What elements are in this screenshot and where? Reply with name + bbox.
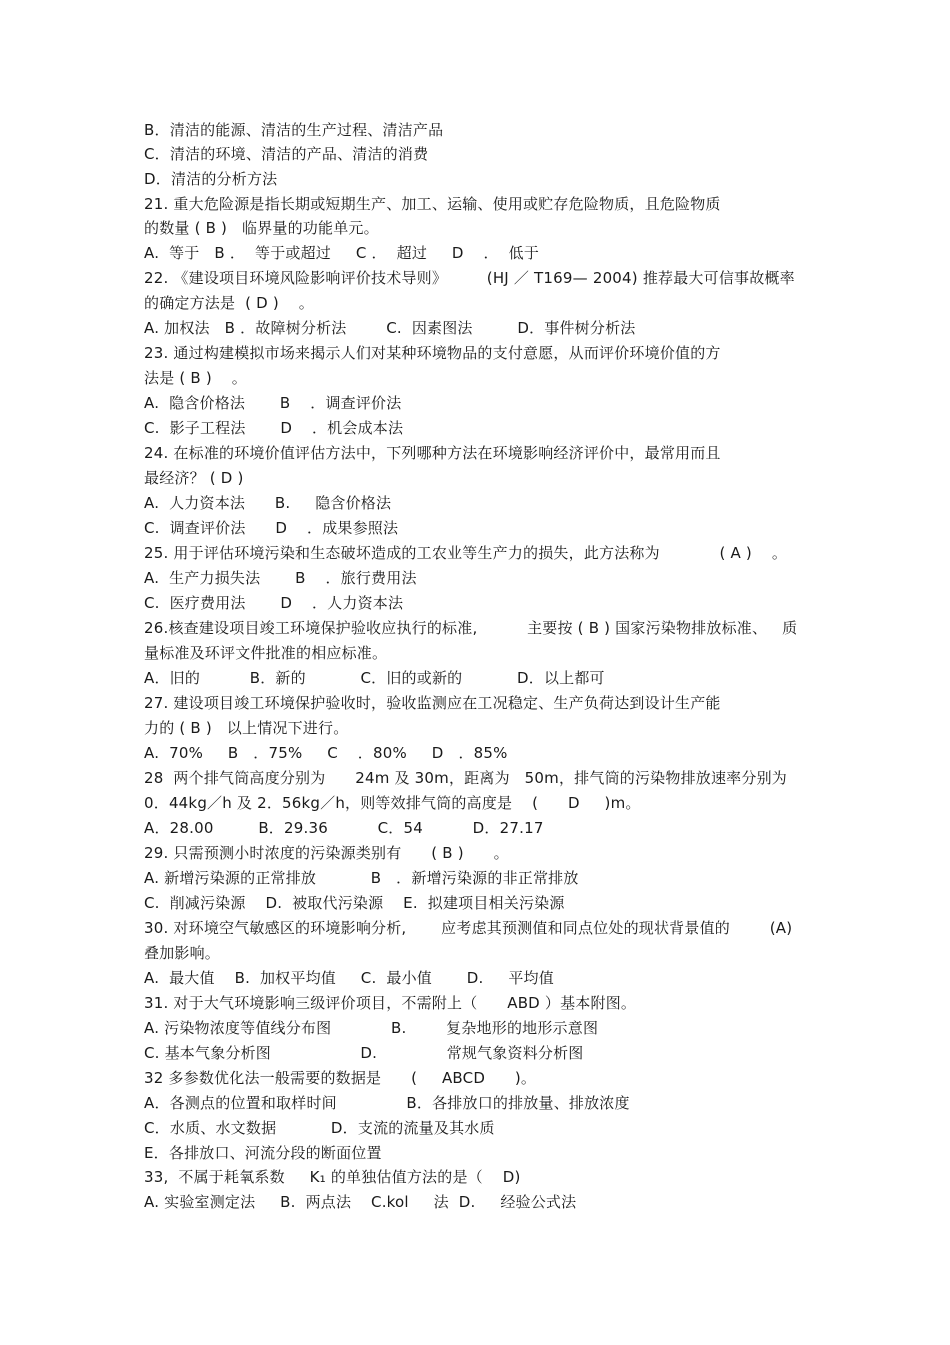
question-27: 27. 建设项目竣工环境保护验收时，验收监测应在工况稳定、生产负荷达到设计生产能 bbox=[144, 694, 721, 712]
option-20c: C．清洁的环境、清洁的产品、清洁的消费 bbox=[144, 145, 429, 163]
question-27-cont: 力的 ( B ) 以上情况下进行。 bbox=[144, 719, 349, 737]
question-23-cont: 法是 ( B ) 。 bbox=[144, 369, 247, 387]
options-33: A. 实验室测定法 B. 两点法 C.kol 法 D. 经验公式法 bbox=[144, 1193, 577, 1211]
options-30: A. 最大值 B. 加权平均值 C. 最小值 D. 平均值 bbox=[144, 969, 554, 987]
question-28-cont: 0．44kg／h 及 2．56kg／h，则等效排气筒的高度是 ( D )m。 bbox=[144, 794, 641, 812]
question-21: 21. 重大危险源是指长期或短期生产、加工、运输、使用或贮存危险物质，且危险物质 bbox=[144, 195, 721, 213]
options-31-cd: C. 基本气象分析图 D. 常规气象资料分析图 bbox=[144, 1044, 584, 1062]
options-28: A．28.00 B．29.36 C．54 D．27.17 bbox=[144, 819, 544, 837]
options-22: A. 加权法 B ．故障树分析法 C. 因素图法 D．事件树分析法 bbox=[144, 319, 636, 337]
question-24: 24. 在标准的环境价值评估方法中，下列哪种方法在环境影响经济评价中，最常用而且 bbox=[144, 444, 721, 462]
question-22-cont: 的确定方法是 ( D ) 。 bbox=[144, 294, 314, 312]
options-23-ab: A. 隐含价格法 B ．调查评价法 bbox=[144, 394, 402, 412]
options-32-ab: A．各测点的位置和取样时间 B．各排放口的排放量、排放浓度 bbox=[144, 1094, 630, 1112]
options-23-cd: C. 影子工程法 D ．机会成本法 bbox=[144, 419, 404, 437]
question-32: 32 多参数优化法一般需要的数据是 ( ABCD )。 bbox=[144, 1069, 537, 1087]
option-20b: B．清洁的能源、清洁的生产过程、清洁产品 bbox=[144, 121, 444, 139]
question-23: 23. 通过构建模拟市场来揭示人们对某种环境物品的支付意愿，从而评价环境价值的方 bbox=[144, 344, 721, 362]
question-29: 29. 只需预测小时浓度的污染源类别有 ( B ) 。 bbox=[144, 844, 509, 862]
options-26: A．旧的 B．新的 C．旧的或新的 D．以上都可 bbox=[144, 669, 605, 687]
options-25-ab: A. 生产力损失法 B ．旅行费用法 bbox=[144, 569, 417, 587]
options-27: A. 70% B ．75% C ．80% D ．85% bbox=[144, 744, 508, 762]
question-33: 33, 不属于耗氧系数 K₁ 的单独估值方法的是（ D) bbox=[144, 1168, 521, 1186]
options-21: A. 等于 B ． 等于或超过 C ． 超过 D ． 低于 bbox=[144, 244, 540, 262]
options-25-cd: C. 医疗费用法 D ．人力资本法 bbox=[144, 594, 404, 612]
options-24-cd: C. 调查评价法 D ．成果参照法 bbox=[144, 519, 399, 537]
question-30: 30. 对环境空气敏感区的环境影响分析, 应考虑其预测值和同点位处的现状背景值的 (A) bbox=[144, 919, 793, 937]
question-26-cont: 量标准及环评文件批准的相应标准。 bbox=[144, 644, 388, 662]
options-24-ab: A. 人力资本法 B. 隐含价格法 bbox=[144, 494, 392, 512]
options-29-cde: C. 削减污染源 D. 被取代污染源 E. 拟建项目相关污染源 bbox=[144, 894, 565, 912]
question-25: 25. 用于评估环境污染和生态破坏造成的工农业等生产力的损失，此方法称为 ( A ) 。 bbox=[144, 544, 788, 562]
options-31-ab: A. 污染物浓度等值线分布图 B. 复杂地形的地形示意图 bbox=[144, 1019, 599, 1037]
options-32-e: E．各排放口、河流分段的断面位置 bbox=[144, 1144, 382, 1162]
options-32-cd: C．水质、水文数据 D．支流的流量及其水质 bbox=[144, 1119, 495, 1137]
question-31: 31. 对于大气环境影响三级评价项目，不需附上（ ABD ）基本附图。 bbox=[144, 994, 637, 1012]
question-24-cont: 最经济？ ( D ) bbox=[144, 469, 244, 487]
question-30-cont: 叠加影响。 bbox=[144, 944, 221, 962]
option-20d: D．清洁的分析方法 bbox=[144, 170, 278, 188]
question-21-cont: 的数量 ( B ) 临界量的功能单元。 bbox=[144, 219, 379, 237]
question-22: 22. 《建设项目环境风险影响评价技术导则》 (HJ ／ T169— 2004) 推荐最大可信事故概率 bbox=[144, 269, 795, 287]
question-26: 26.核查建设项目竣工环境保护验收应执行的标准, 主要按 ( B ) 国家污染物排放标准、 质 bbox=[144, 619, 798, 637]
options-29-ab: A. 新增污染源的正常排放 B ．新增污染源的非正常排放 bbox=[144, 869, 579, 887]
question-28: 28 两个排气筒高度分别为 24m 及 30m，距离为 50m，排气筒的污染物排放速率分别为 bbox=[144, 769, 787, 787]
